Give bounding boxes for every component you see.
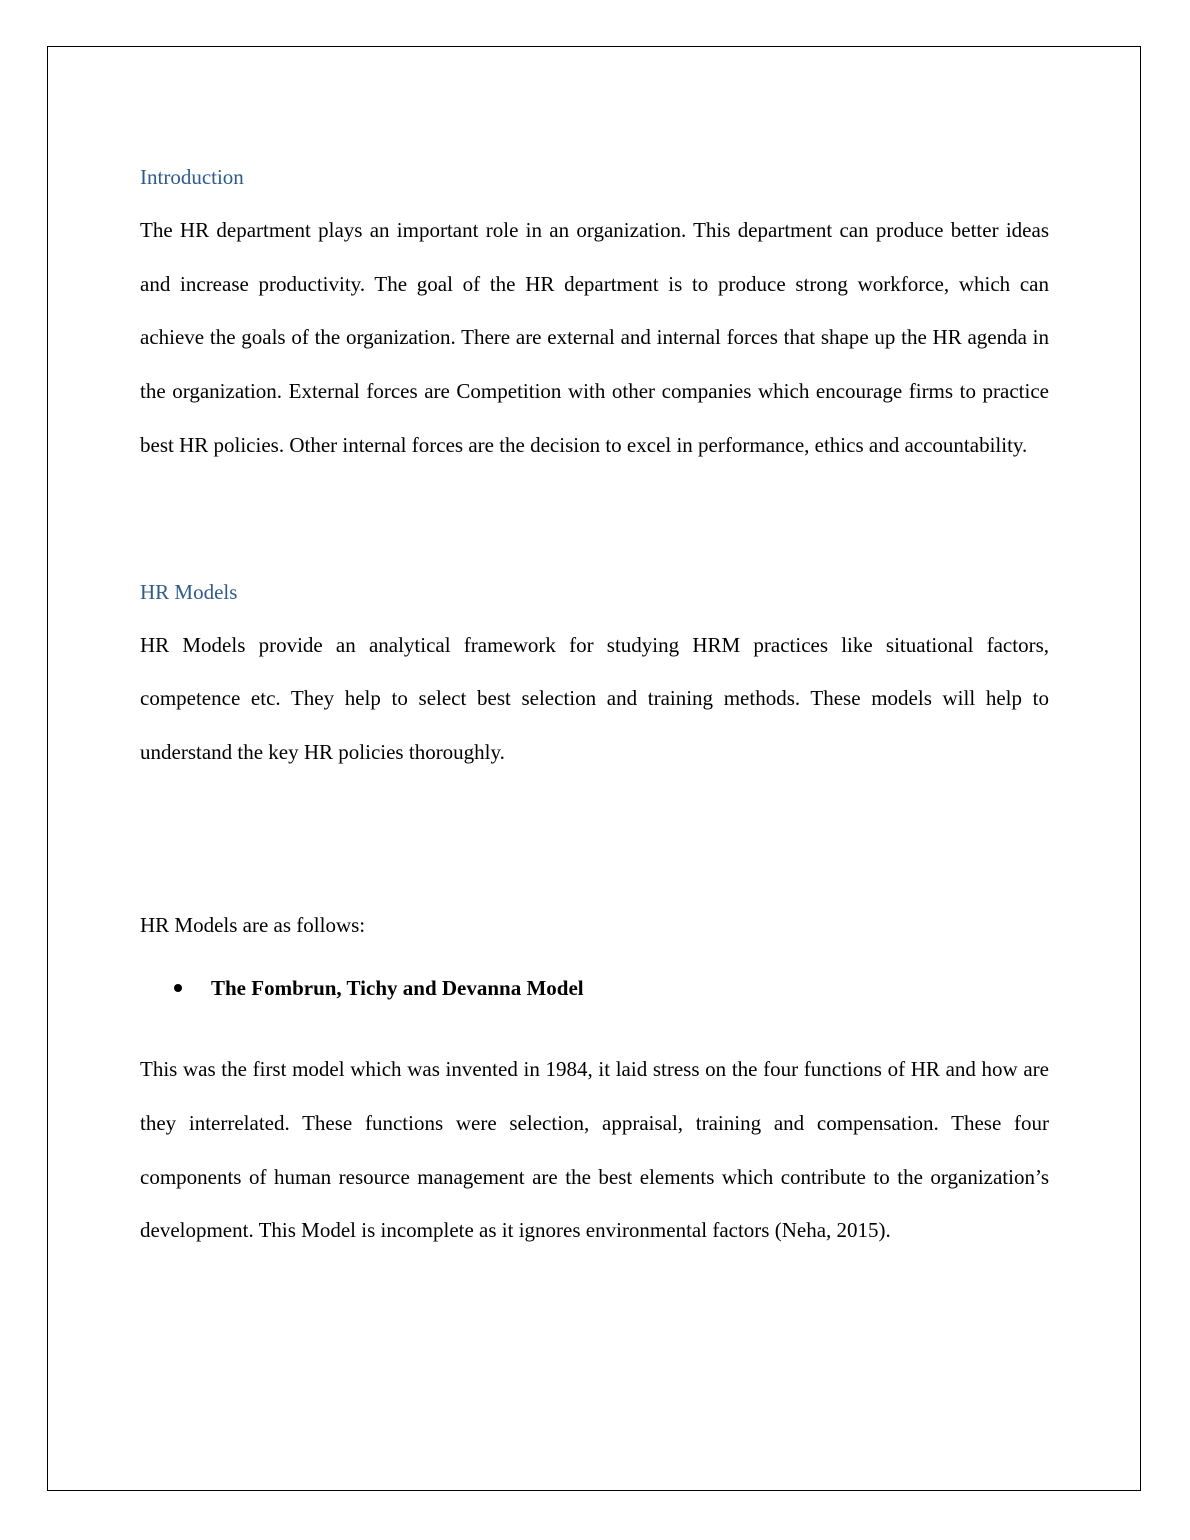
hr-models-paragraph: HR Models provide an analytical framework for studying HRM practices like situational factors, competence etc. They help to select best selection and training methods. These models will help to understand the key HR policies thoroughly.	[140, 632, 1049, 764]
model-description-paragraph: This was the first model which was invented in 1984, it laid stress on the four functions of HR and how are they interrelated. These functions were selection, appraisal, training and compensation. These four components of human resource management are the best elements which contribute to the organization’s development. This Model is incomplete as it ignores environmental factors (Neha, 2015).	[140, 1057, 1049, 1243]
section-heading-introduction: Introduction	[140, 165, 244, 189]
introduction-paragraph: The HR department plays an important role in an organization. This department can produce better ideas and increase productivity. The goal of the HR department is to produce strong workforce, which can achieve the goals of the organization. There are external and internal forces that shape up the HR agenda in the organization. External forces are Competition with other companies which encourage firms to practice best HR policies. Other internal forces are the decision to excel in performance, ethics and accountability.	[140, 218, 1049, 457]
model-title: The Fombrun, Tichy and Devanna Model	[211, 976, 584, 1001]
hr-models-lead-line: HR Models are as follows:	[140, 912, 366, 937]
list-item	[140, 971, 1049, 1005]
section-heading-hr-models: HR Models	[140, 579, 238, 604]
bullet-icon	[174, 984, 182, 992]
document-body	[140, 160, 1049, 1258]
